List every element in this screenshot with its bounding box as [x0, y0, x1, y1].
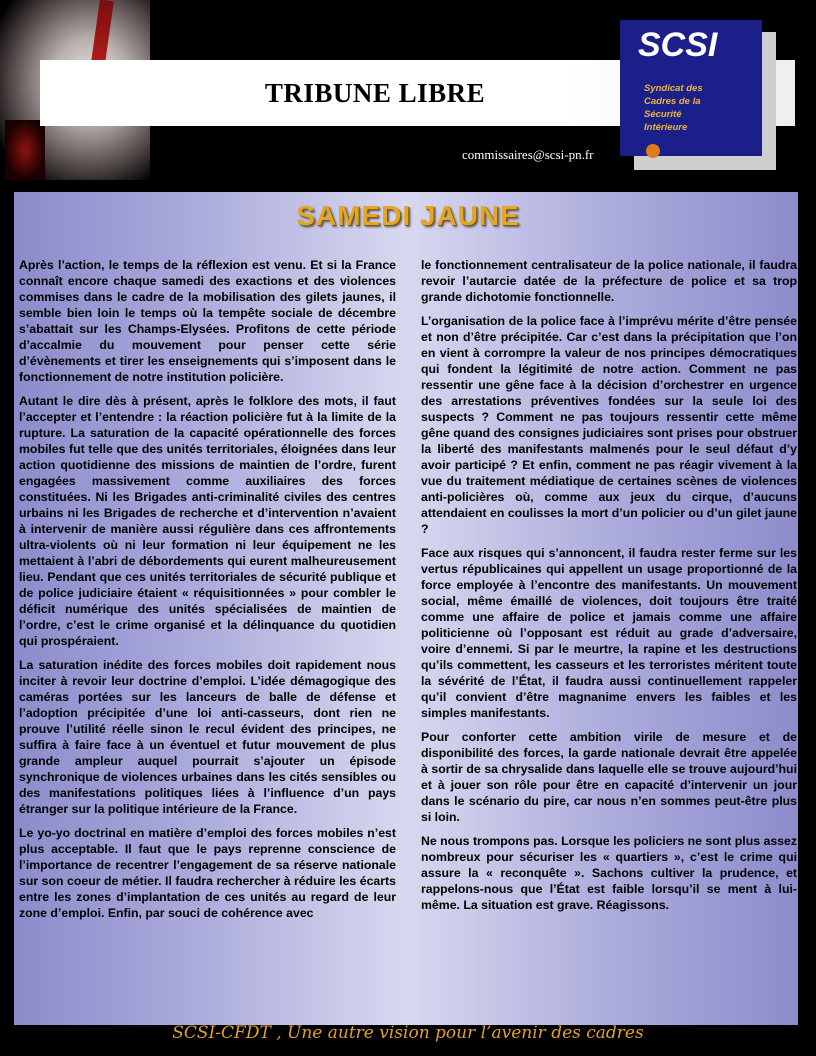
logo-subtitle-line: Syndicat des [644, 83, 703, 94]
page-title: TRIBUNE LIBRE [264, 78, 486, 108]
logo-subtitle [644, 82, 754, 134]
paragraph: le fonctionnement centralisateur de la police nationale, il faudra revoir l’autarcie datée de la préfecture de police et sa trop grande dichotomie fonctionnelle. [421, 258, 797, 304]
paragraph: Face aux risques qui s’annoncent, il faudra rester ferme sur les vertus républicaines qui appellent un usage proportionné de la force employée à l’encontre des manifestants. Un mouvement social, même émaillé de violences, doit toujours être traité comme une affaire de police et jamais comme une affaire politicienne où l’opposant est réduit au grade d’adversaire, voire d’ennemi. Si par le meurtre, la rapine et les destructions qu’ils commettent, les casseurs et les terroristes méritent toute la sévérité de l’État, il faudra aussi continuellement rappeler qu’il convient d’être magnanime envers les faibles et les simples manifestants. [421, 546, 797, 720]
paragraph: Pour conforter cette ambition virile de mesure et de disponibilité des forces, la garde nationale devrait être appelée à sortir de sa chrysalide dans laquelle elle se trouve aujourd’hui et à jouer son rôle pour être en capacité d’intervenir un jour dans le scénario du pire, car nous n’en sommes peut-être plus si loin. [421, 730, 797, 824]
logo-name: SCSI [638, 26, 718, 64]
paragraph: Le yo-yo doctrinal en matière d’emploi des forces mobiles n’est plus acceptable. Il faut que le pays reprenne conscience de l’importance de recentrer l’engagement de sa réserve nationale sur son coeur de métier. Il faudra rechercher à réduire les écarts entre les zones d’implantation de ces unités au regard de leur zone d’emploi. Enfin, par souci de cohérence avec [19, 826, 396, 920]
paragraph: Après l’action, le temps de la réflexion est venu. Et si la France connaît encore chaque samedi des exactions et des violences commises dans le cadre de la mobilisation des gilets jaunes, il semble bien loin le temps où la tempête sociale de décembre s’abattait sur les Champs-Elysées. Profitons de cette période d’accalmie du mouvement pour penser cette série d’évènements et tirer les enseignements qui s’imposent dans le fonctionnement de notre institution policière. [19, 258, 396, 384]
paragraph: Autant le dire dès à présent, après le folklore des mots, il faut l’accepter et l’entendre : la réaction policière fut à la limite de la rupture. La saturation de la capacité opérationnelle des forces mobiles fut telle que des unités territoriales, éloignées dans leur action quotidienne des missions de maintien de l’ordre, furent engagées massivement comme auxiliaires des forces constituées. Ni les Brigades anti-criminalité civiles des centres urbains ni les Brigades de recherche et d’intervention n’avaient à intervenir de manière aussi régulière dans ces affrontements ultra-violents où ni leur formation ni leur équipement ne les mettaient à l’abri de débordements qui eurent malheureusement lieu. Pendant que ces unités territoriales de sécurité publique et de police judiciaire étaient « réquisitionnées » pour combler le déficit numérique des unités spécialisées de maintien de l’ordre, c’est le crime organisé et la délinquance du quotidien qui prospéraient. [19, 394, 396, 648]
paragraph: L’organisation de la police face à l’imprévu mérite d’être pensée et non d’être précipitée. Car c’est dans la précipitation que l’on en vient à corrompre la valeur de nos principes démocratiques qui fondent la légitimité de notre action. Comment ne pas ressentir une gêne face à la décision d’orchestrer en urgence des arrestations préventives fondées sur la seule loi des suspects ? Comment ne pas toujours ressentir cette même gêne quand des consignes judiciaires sont prises pour obstruer la liberté des manifestants malmenés pour le seul défaut d’y avoir participé ? Et enfin, comment ne pas réagir vivement à la vue du traitement médiatique de certaines scènes de violences anti-policières où, comme aux jeux du cirque, d’aucuns attendaient en coulisses la mort d’un policier ou d’un gilet jaune ? [421, 314, 797, 536]
article-headline: SAMEDI JAUNE [296, 200, 520, 231]
logo-box [620, 20, 762, 156]
article-column-left [19, 257, 396, 929]
scsi-logo [620, 20, 765, 160]
paragraph: La saturation inédite des forces mobiles doit rapidement nous inciter à revoir leur doctrine d’emploi. L’idée démagogique des caméras portées sur les lanceurs de balle de défense et l’adoption précipitée d’une loi anti-casseurs, dont rien ne prouve l’utilité réelle sinon le recul évident des principes, ne suffira à faire face à un éventuel et futur mouvement de plus grande ampleur auquel pourrait s’ajouter un épisode synchronique de violences urbaines dans les cités sensibles ou des manifestations politiques liées à l’influence d’un pays étranger sur la politique intérieure de la France. [19, 658, 396, 816]
article-column-right [421, 257, 797, 921]
logo-subtitle-line: Sécurité [644, 109, 682, 120]
photo-detail [5, 120, 45, 180]
logo-subtitle-line: Cadres de la [644, 96, 701, 107]
cfdt-badge-icon [646, 144, 660, 158]
footer-slogan: SCSI-CFDT , Une autre vision pour l’avenir des cadres [172, 1023, 644, 1043]
contact-email[interactable]: commissaires@scsi-pn.fr [462, 147, 594, 162]
logo-subtitle-line: Intérieure [644, 122, 688, 133]
paragraph: Ne nous trompons pas. Lorsque les policiers ne sont plus assez nombreux pour sécuriser les « quartiers », c’est le crime qui assure la « reconquête ». Sachons cultiver la prudence, et rappelons-nous que l’État est faible lorsqu’il se ment à lui-même. La situation est grave. Réagissons. [421, 834, 797, 912]
